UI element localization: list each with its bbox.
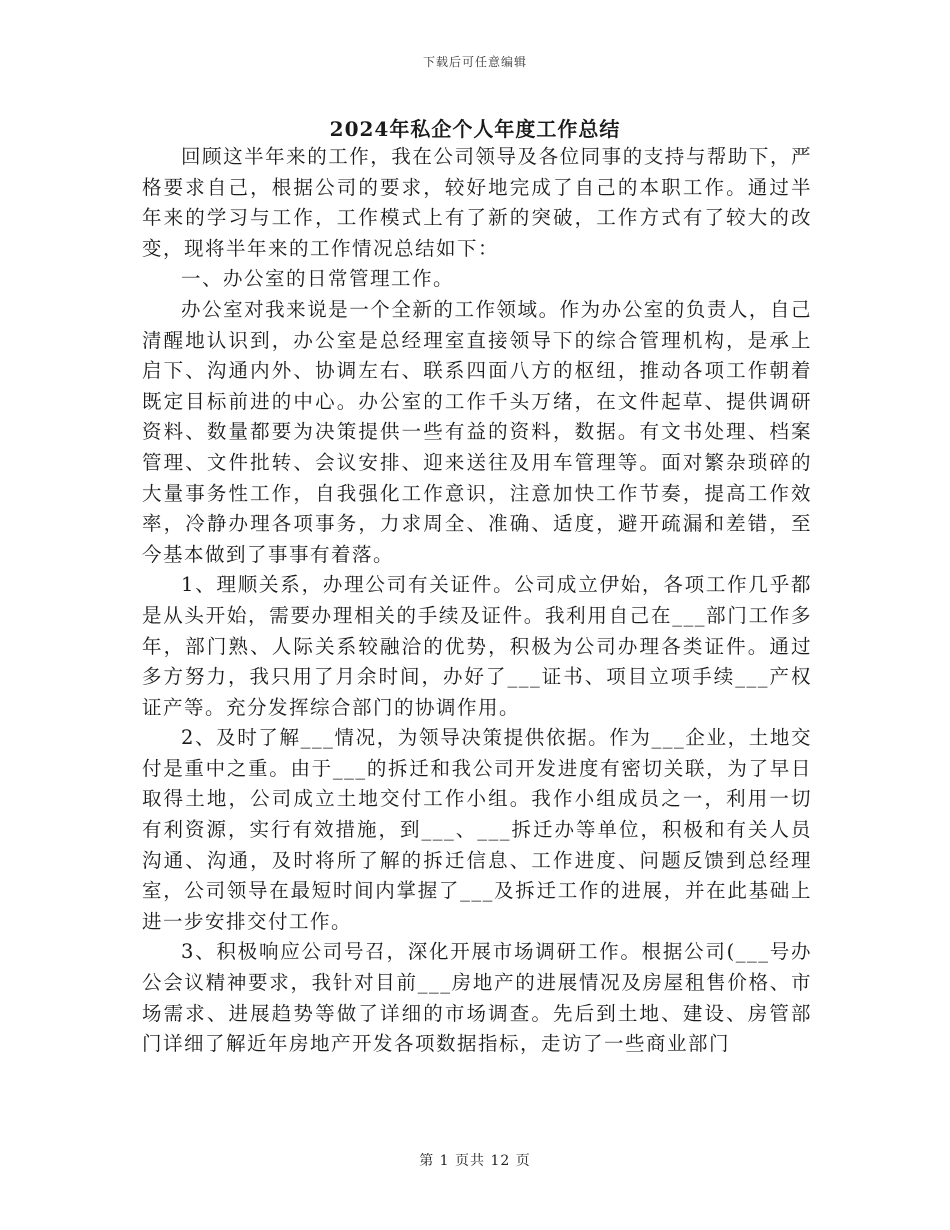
page-header-note: 下载后可任意编辑	[422, 55, 527, 69]
document-title: 2024年私企个人年度工作总结	[329, 117, 621, 141]
page-number-indicator: 第 1 页共 12 页	[419, 1153, 531, 1169]
paragraph-office-overview: 办公室对我来说是一个全新的工作领域。作为办公室的负责人，自己清醒地认识到，办公室是总经理室直接领导下的综合管理机构，是承上启下、沟通内外、协调左右、联系四面八方的枢纽，推动各项工作朝着既定目标前进的中心。办公室的工作千头万绪，在文件起草、提供调研资料、数量都要为决策提供一些有益的资料，数据。有文书处理、档案管理、文件批转、会议安排、迎来送往及用车管理等。面对繁杂琐碎的大量事务性工作，自我强化工作意识，注意加快工作节奏，提高工作效率，冷静办理各项事务，力求周全、准确、适度，避开疏漏和差错，至今基本做到了事事有着落。	[142, 297, 812, 566]
section-heading-office-management: 一、办公室的日常管理工作。	[181, 267, 455, 291]
paragraph-intro: 回顾这半年来的工作，我在公司领导及各位同事的支持与帮助下，严格要求自己，根据公司的要求，较好地完成了自己的本职工作。通过半年来的学习与工作，工作模式上有了新的突破，工作方式有了较大的改变，现将半年来的工作情况总结如下：	[142, 145, 812, 260]
paragraph-item-2: 2、及时了解___情况，为领导决策提供依据。作为___企业，土地交付是重中之重。由于___的拆迁和我公司开发进度有密切关联，为了早日取得土地，公司成立土地交付工作小组。我作小组成员之一，利用一切有利资源，实行有效措施，到___、___拆迁办等单位，积极和有关人员沟通、沟通，及时将所了解的拆迁信息、工作进度、问题反馈到总经理室，公司领导在最短时间内掌握了___及拆迁工作的进展，并在此基础上进一步安排交付工作。	[142, 726, 812, 933]
paragraph-item-1: 1、理顺关系，办理公司有关证件。公司成立伊始，各项工作几乎都是从头开始，需要办理相关的手续及证件。我利用自己在___部门工作多年，部门熟、人际关系较融洽的优势，积极为公司办理各类证件。通过多方努力，我只用了月余时间，办好了___证书、项目立项手续___产权证产等。充分发挥综合部门的协调作用。	[142, 573, 812, 719]
document-body	[142, 142, 812, 1060]
paragraph-item-3: 3、积极响应公司号召，深化开展市场调研工作。根据公司(___号办公会议精神要求，我针对目前___房地产的进展情况及房屋租售价格、市场需求、进展趋势等做了详细的市场调查。先后到土地、建设、房管部门详细了解近年房地产开发各项数据指标，走访了一些商业部门	[142, 940, 812, 1056]
